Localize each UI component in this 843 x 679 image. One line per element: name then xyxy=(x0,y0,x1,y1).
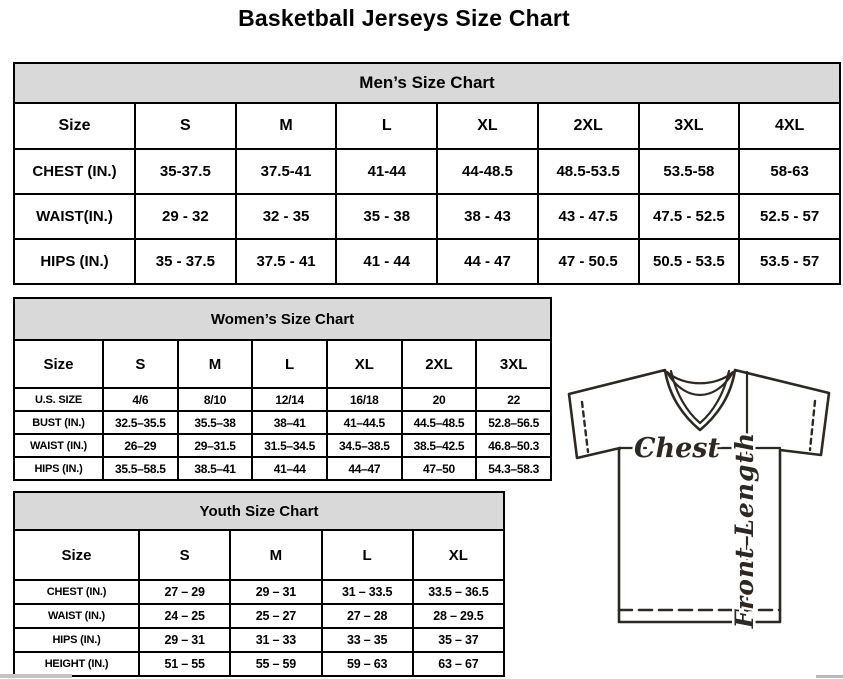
cell: 4/6 xyxy=(103,388,178,411)
mens-size-table xyxy=(13,62,841,285)
front-length-label: Front Length xyxy=(730,431,759,629)
cell: 38–41 xyxy=(252,411,327,434)
youth-size-table xyxy=(13,491,505,677)
table-row xyxy=(14,149,840,194)
mens-table-title: Men’s Size Chart xyxy=(14,63,840,103)
table-row xyxy=(14,239,840,284)
youth-col-header-m: M xyxy=(230,530,321,580)
cell: 31 – 33 xyxy=(230,628,321,652)
cell: 33.5 – 36.5 xyxy=(413,580,504,604)
womens-size-table xyxy=(13,297,552,481)
cell: 55 – 59 xyxy=(230,652,321,676)
cell: 29–31.5 xyxy=(178,434,253,457)
table-row xyxy=(14,194,840,239)
womens-col-header-l: L xyxy=(252,340,327,388)
womens-col-header-3xl: 3XL xyxy=(476,340,551,388)
cell: 35 - 38 xyxy=(336,194,437,239)
cell: 35.5–58.5 xyxy=(103,457,178,480)
cell: 12/14 xyxy=(252,388,327,411)
cell: 35 – 37 xyxy=(413,628,504,652)
cell: 22 xyxy=(476,388,551,411)
table-row xyxy=(14,388,551,411)
womens-col-header-xl: XL xyxy=(327,340,402,388)
cell: 29 – 31 xyxy=(230,580,321,604)
cell: 16/18 xyxy=(327,388,402,411)
cell: 25 – 27 xyxy=(230,604,321,628)
row-label: BUST (IN.) xyxy=(14,411,103,434)
mens-col-header-2xl: 2XL xyxy=(538,103,639,149)
cell: 32.5–35.5 xyxy=(103,411,178,434)
cell: 44-48.5 xyxy=(437,149,538,194)
cell: 31.5–34.5 xyxy=(252,434,327,457)
cell: 31 – 33.5 xyxy=(322,580,413,604)
row-label: CHEST (IN.) xyxy=(14,149,135,194)
cell: 20 xyxy=(402,388,477,411)
cell: 52.5 - 57 xyxy=(739,194,840,239)
cell: 29 - 32 xyxy=(135,194,236,239)
cell: 46.8–50.3 xyxy=(476,434,551,457)
cell: 53.5-58 xyxy=(639,149,740,194)
horizontal-scrollbar-thumb-left[interactable] xyxy=(0,674,72,678)
cell: 38 - 43 xyxy=(437,194,538,239)
cell: 35.5–38 xyxy=(178,411,253,434)
table-row xyxy=(14,652,504,676)
chest-label: Chest xyxy=(634,433,720,464)
row-label: HIPS (IN.) xyxy=(14,628,139,652)
mens-col-header-s: S xyxy=(135,103,236,149)
cell: 37.5-41 xyxy=(236,149,337,194)
cell: 41–44 xyxy=(252,457,327,480)
cell: 29 – 31 xyxy=(139,628,230,652)
cell: 59 – 63 xyxy=(322,652,413,676)
horizontal-scrollbar-thumb-right[interactable] xyxy=(816,675,843,678)
mens-col-header-xl: XL xyxy=(437,103,538,149)
row-label: WAIST (IN.) xyxy=(14,434,103,457)
womens-col-header-2xl: 2XL xyxy=(402,340,477,388)
row-label: WAIST (IN.) xyxy=(14,604,139,628)
cell: 54.3–58.3 xyxy=(476,457,551,480)
youth-col-header-xl: XL xyxy=(413,530,504,580)
womens-col-header-m: M xyxy=(178,340,253,388)
womens-table-title: Women’s Size Chart xyxy=(14,298,551,340)
row-label: U.S. SIZE xyxy=(14,388,103,411)
cell: 33 – 35 xyxy=(322,628,413,652)
cell: 51 – 55 xyxy=(139,652,230,676)
womens-col-header-size: Size xyxy=(14,340,103,388)
row-label: WAIST(IN.) xyxy=(14,194,135,239)
cell: 37.5 - 41 xyxy=(236,239,337,284)
cell: 58-63 xyxy=(739,149,840,194)
jersey-outline xyxy=(569,370,829,622)
womens-col-header-s: S xyxy=(103,340,178,388)
row-label: HEIGHT (IN.) xyxy=(14,652,139,676)
cell: 43 - 47.5 xyxy=(538,194,639,239)
cell: 50.5 - 53.5 xyxy=(639,239,740,284)
cell: 26–29 xyxy=(103,434,178,457)
table-row xyxy=(14,457,551,480)
jersey-diagram xyxy=(557,358,841,630)
mens-col-header-3xl: 3XL xyxy=(639,103,740,149)
mens-col-header-size: Size xyxy=(14,103,135,149)
cell: 44.5–48.5 xyxy=(402,411,477,434)
cell: 44–47 xyxy=(327,457,402,480)
cell: 41–44.5 xyxy=(327,411,402,434)
cell: 34.5–38.5 xyxy=(327,434,402,457)
cell: 47 - 50.5 xyxy=(538,239,639,284)
row-label: HIPS (IN.) xyxy=(14,239,135,284)
mens-col-header-4xl: 4XL xyxy=(739,103,840,149)
cell: 53.5 - 57 xyxy=(739,239,840,284)
cell: 35-37.5 xyxy=(135,149,236,194)
cell: 24 – 25 xyxy=(139,604,230,628)
cell: 52.8–56.5 xyxy=(476,411,551,434)
table-row xyxy=(14,604,504,628)
cell: 63 – 67 xyxy=(413,652,504,676)
row-label: CHEST (IN.) xyxy=(14,580,139,604)
table-row xyxy=(14,434,551,457)
cell: 47.5 - 52.5 xyxy=(639,194,740,239)
table-row xyxy=(14,411,551,434)
mens-col-header-m: M xyxy=(236,103,337,149)
collar-arc-top xyxy=(667,372,733,383)
table-row xyxy=(14,580,504,604)
youth-col-header-l: L xyxy=(322,530,413,580)
cell: 48.5-53.5 xyxy=(538,149,639,194)
youth-table-title: Youth Size Chart xyxy=(14,492,504,530)
cell: 44 - 47 xyxy=(437,239,538,284)
youth-col-header-size: Size xyxy=(14,530,139,580)
youth-col-header-s: S xyxy=(139,530,230,580)
cell: 27 – 29 xyxy=(139,580,230,604)
cell: 41-44 xyxy=(336,149,437,194)
cell: 47–50 xyxy=(402,457,477,480)
row-label: HIPS (IN.) xyxy=(14,457,103,480)
cell: 27 – 28 xyxy=(322,604,413,628)
cell: 38.5–41 xyxy=(178,457,253,480)
table-row xyxy=(14,628,504,652)
cell: 32 - 35 xyxy=(236,194,337,239)
mens-col-header-l: L xyxy=(336,103,437,149)
cell: 38.5–42.5 xyxy=(402,434,477,457)
cell: 35 - 37.5 xyxy=(135,239,236,284)
cell: 28 – 29.5 xyxy=(413,604,504,628)
cell: 41 - 44 xyxy=(336,239,437,284)
cell: 8/10 xyxy=(178,388,253,411)
page-title: Basketball Jerseys Size Chart xyxy=(238,5,570,31)
